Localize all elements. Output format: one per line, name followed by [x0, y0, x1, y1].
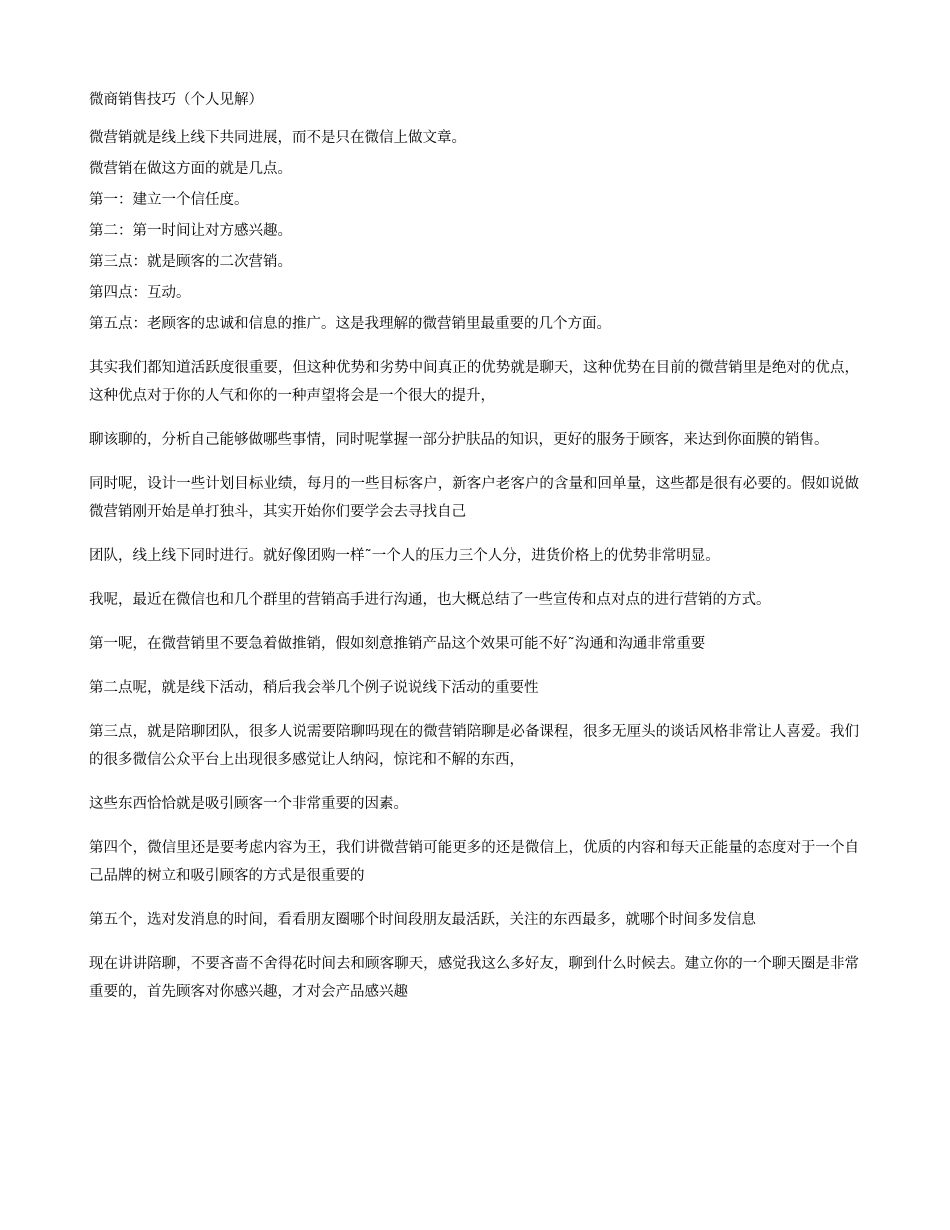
- intro-line: 微营销就是线上线下共同进展，而不是只在微信上做文章。: [89, 130, 466, 146]
- body-paragraph: 我呢，最近在微信也和几个群里的营销高手进行沟通，也大概总结了一些宣传和点对点的进行营销的方式。: [89, 592, 771, 608]
- body-paragraph: 其实我们都知道活跃度很重要，但这种优势和劣势中间真正的优势就是聊天，这种优势在目前的微营销里是绝对的优点，这种优点对于你的人气和你的一种声望将会是一个很大的提升，: [89, 360, 859, 404]
- intro-line: 第一：建立一个信任度。: [89, 192, 249, 208]
- intro-line: 第二：第一时间让对方感兴趣。: [89, 223, 292, 239]
- document-title: 微商销售技巧（个人见解）: [89, 92, 263, 108]
- body-paragraph: 第五个，选对发消息的时间，看看朋友圈哪个时间段朋友最活跃，关注的东西最多，就哪个时间多发信息: [89, 912, 756, 928]
- body-paragraph: 这些东西恰恰就是吸引顾客一个非常重要的因素。: [89, 796, 408, 812]
- intro-section: [89, 123, 859, 340]
- body-paragraph: 第三点，就是陪聊团队，很多人说需要陪聊吗现在的微营销陪聊是必备课程，很多无厘头的谈话风格非常让人喜爱。我们的很多微信公众平台上出现很多感觉让人纳闷，惊诧和不解的东西，: [89, 724, 859, 768]
- document-page: [89, 89, 859, 1022]
- intro-line: 第五点：老顾客的忠诚和信息的推广。这是我理解的微营销里最重要的几个方面。: [89, 316, 611, 332]
- body-paragraph: 现在讲讲陪聊，不要吝啬不舍得花时间去和顾客聊天，感觉我这么多好友，聊到什么时候去。建立你的一个聊天圈是非常重要的，首先顾客对你感兴趣，才对会产品感兴趣: [89, 956, 859, 1000]
- body-paragraph: 第二点呢，就是线下活动，稍后我会举几个例子说说线下活动的重要性: [89, 680, 539, 696]
- body-paragraph: 团队，线上线下同时进行。就好像团购一样˜一个人的压力三个人分，进货价格上的优势非常明显。: [89, 548, 720, 564]
- body-paragraph: 第一呢，在微营销里不要急着做推销，假如刻意推销产品这个效果可能不好˜沟通和沟通非常重要: [89, 636, 706, 652]
- body-paragraph: 同时呢，设计一些计划目标业绩，每月的一些目标客户，新客户老客户的含量和回单量，这些都是很有必要的。假如说做微营销刚开始是单打独斗，其实开始你们要学会去寻找自己: [89, 476, 859, 520]
- body-paragraph: 聊该聊的，分析自己能够做哪些事情，同时呢掌握一部分护肤品的知识，更好的服务于顾客，来达到你面膜的销售。: [89, 432, 829, 448]
- intro-line: 第三点：就是顾客的二次营销。: [89, 254, 292, 270]
- intro-line: 第四点：互动。: [89, 285, 191, 301]
- intro-line: 微营销在做这方面的就是几点。: [89, 161, 292, 177]
- body-paragraph: 第四个，微信里还是要考虑内容为王，我们讲微营销可能更多的还是微信上，优质的内容和每天正能量的态度对于一个自己品牌的树立和吸引顾客的方式是很重要的: [89, 840, 859, 884]
